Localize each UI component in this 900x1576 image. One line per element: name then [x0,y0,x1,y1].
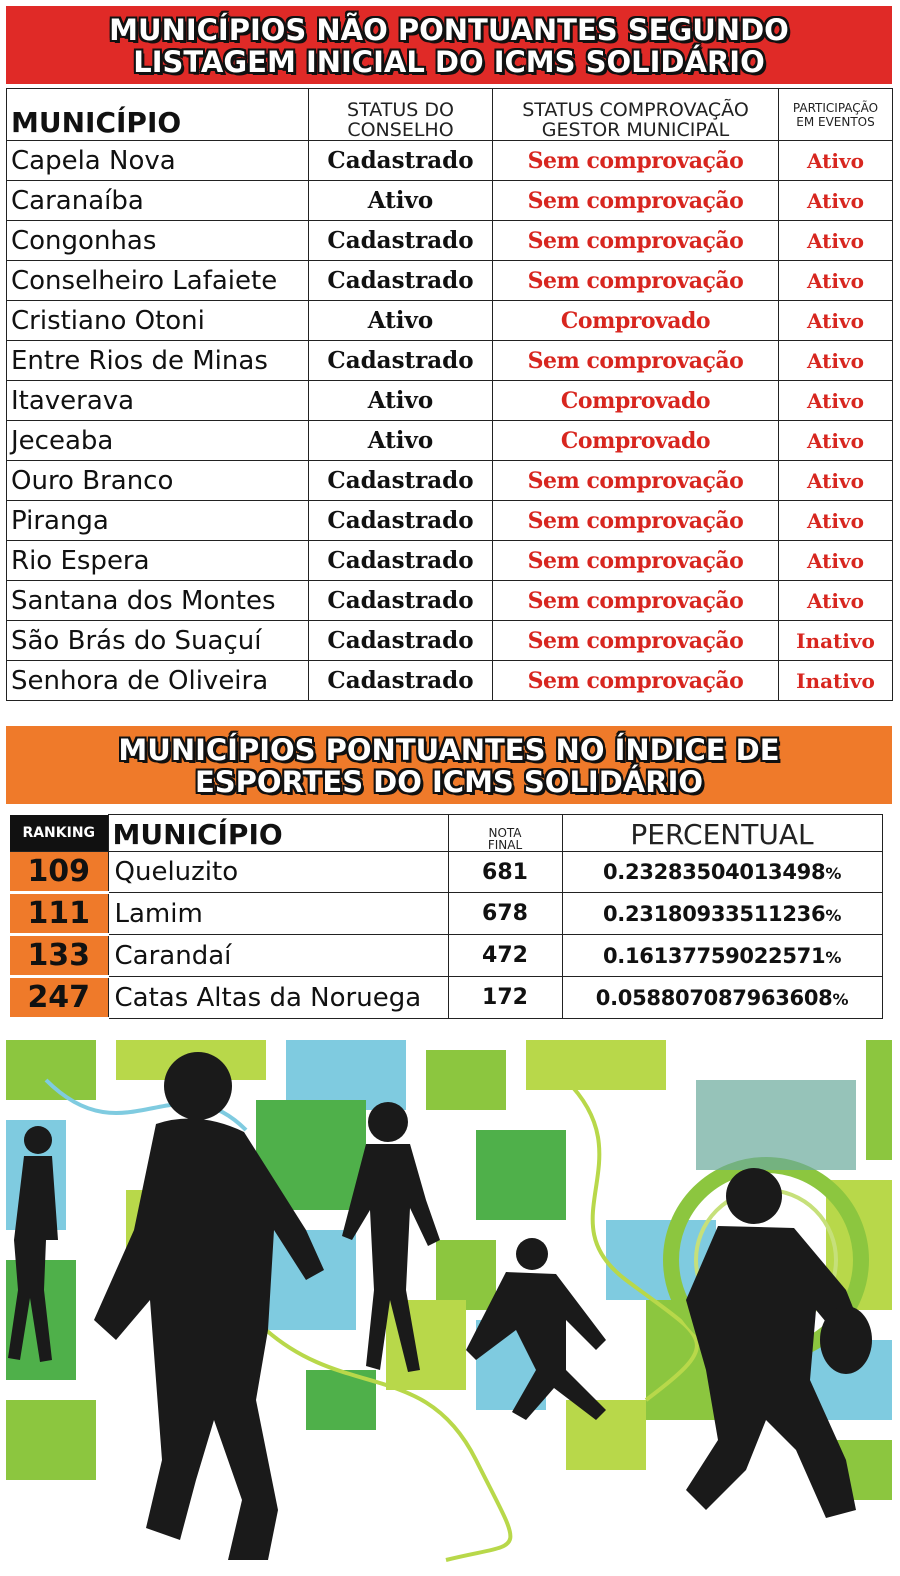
header-status-conselho-line1: STATUS DO [347,99,454,121]
cell-status-conselho: Ativo [309,381,493,421]
cell-status-conselho: Ativo [309,181,493,221]
table-row [7,541,893,581]
table-row [7,581,893,621]
cell-status-comprovacao: Sem comprovação [493,541,779,581]
header-ranking: RANKING [10,815,108,852]
table-row [10,935,882,977]
section2-title-line1: MUNICÍPIOS PONTUANTES NO ÍNDICE DE [118,733,780,767]
header-status-comprovacao [493,89,779,141]
cell-participacao: Ativo [779,421,893,461]
non-scoring-municipalities-table [6,88,893,701]
section1-title-line1: MUNICÍPIOS NÃO PONTUANTES SEGUNDO [109,13,789,47]
cell-status-conselho: Cadastrado [309,621,493,661]
cell-municipio: Cristiano Otoni [7,301,309,341]
cell-percentual [562,893,882,935]
table-body [7,141,893,701]
cell-percentual [562,977,882,1019]
percent-sign: % [825,947,842,967]
cell-municipio: Congonhas [7,221,309,261]
table-row [7,421,893,461]
percent-sign: % [825,864,842,883]
cell-status-comprovacao: Sem comprovação [493,621,779,661]
cell-municipio: São Brás do Suaçuí [7,621,309,661]
cell-nota-final: 472 [448,935,562,977]
cell-municipio: Lamim [108,893,448,935]
sports-silhouettes-illustration [6,1040,892,1568]
background-tile [866,1040,892,1160]
header-status-comprovacao-line2: GESTOR MUNICIPAL [541,119,730,141]
cell-municipio: Rio Espera [7,541,309,581]
cell-participacao: Ativo [779,581,893,621]
cell-ranking: 109 [10,852,108,893]
cell-percentual [562,935,882,977]
poster-card [696,1080,856,1170]
cell-status-comprovacao: Sem comprovação [493,341,779,381]
cell-status-conselho: Cadastrado [309,501,493,541]
racket-icon [820,1306,872,1374]
table-row [7,501,893,541]
cell-status-comprovacao: Sem comprovação [493,261,779,301]
header-nota-line2: FINAL [487,838,523,852]
cell-municipio: Queluzito [108,852,448,893]
header-status-conselho [309,89,493,141]
cell-status-conselho: Cadastrado [309,221,493,261]
header-municipio: MUNICÍPIO [108,815,448,852]
section2-title-banner [6,726,892,804]
background-tile [566,1400,646,1470]
cell-ranking: 133 [10,935,108,977]
table-row [7,381,893,421]
table-row [7,461,893,501]
background-tile [436,1240,496,1310]
table-body [10,852,882,1019]
cell-municipio: Caranaíba [7,181,309,221]
percentual-value: 0.23283504013498 [602,860,826,884]
cell-percentual [562,852,882,893]
cell-participacao: Ativo [779,181,893,221]
background-tile [476,1130,566,1220]
cell-participacao: Ativo [779,461,893,501]
cell-status-comprovacao: Sem comprovação [493,221,779,261]
cell-status-conselho: Cadastrado [309,261,493,301]
header-participacao-line1: PARTICIPAÇÃO [792,100,879,115]
sports-illustration-svg [6,1040,892,1568]
header-nota-final [448,815,562,852]
cell-municipio: Carandaí [108,935,448,977]
table-row [10,852,882,893]
table-row [10,977,882,1019]
percentual-value: 0.23180933511236 [602,901,826,926]
cell-participacao: Inativo [779,621,893,661]
percent-sign: % [832,989,849,1009]
cell-municipio: Santana dos Montes [7,581,309,621]
cell-status-conselho: Cadastrado [309,461,493,501]
table-row [7,301,893,341]
cell-participacao: Inativo [779,661,893,701]
cell-participacao: Ativo [779,541,893,581]
cell-status-conselho: Cadastrado [309,661,493,701]
background-tile [286,1040,406,1110]
cell-municipio: Catas Altas da Noruega [108,977,448,1019]
background-tile [6,1040,96,1100]
background-tile [526,1040,666,1090]
percentual-value: 0.058807087963608 [595,985,833,1010]
cell-status-comprovacao: Sem comprovação [493,461,779,501]
cell-municipio: Capela Nova [7,141,309,181]
cell-status-comprovacao: Sem comprovação [493,141,779,181]
header-participacao [779,89,893,141]
cell-status-comprovacao: Sem comprovação [493,181,779,221]
cell-status-comprovacao: Sem comprovação [493,581,779,621]
cell-participacao: Ativo [779,501,893,541]
cell-municipio: Conselheiro Lafaiete [7,261,309,301]
cell-municipio: Itaverava [7,381,309,421]
cell-status-comprovacao: Comprovado [493,381,779,421]
table-row [7,261,893,301]
cell-status-comprovacao: Comprovado [493,301,779,341]
cell-status-conselho: Cadastrado [309,341,493,381]
table-row [7,221,893,261]
cell-status-comprovacao: Comprovado [493,421,779,461]
cell-municipio: Piranga [7,501,309,541]
table-header-row [10,815,882,852]
table-row [10,893,882,935]
header-status-comprovacao-line1: STATUS COMPROVAÇÃO [522,99,749,121]
cell-participacao: Ativo [779,261,893,301]
section1-title-line2: LISTAGEM INICIAL DO ICMS SOLIDÁRIO [133,45,765,79]
table-row [7,141,893,181]
cell-ranking: 247 [10,977,108,1019]
cell-nota-final: 172 [448,977,562,1019]
cell-municipio: Senhora de Oliveira [7,661,309,701]
table-row [7,661,893,701]
cell-municipio: Entre Rios de Minas [7,341,309,381]
cell-participacao: Ativo [779,381,893,421]
table-row [7,341,893,381]
percentual-value: 0.16137759022571 [602,943,826,968]
cell-nota-final: 681 [448,852,562,893]
header-status-conselho-line2: CONSELHO [347,119,454,141]
header-participacao-line2: EM EVENTOS [796,114,875,129]
cell-participacao: Ativo [779,221,893,261]
cell-status-comprovacao: Sem comprovação [493,661,779,701]
cell-participacao: Ativo [779,141,893,181]
cell-status-comprovacao: Sem comprovação [493,501,779,541]
cell-municipio: Jeceaba [7,421,309,461]
table-row [7,621,893,661]
section1-title-banner [6,6,892,84]
cell-participacao: Ativo [779,341,893,381]
cell-nota-final: 678 [448,893,562,935]
background-tile [6,1400,96,1480]
cell-status-conselho: Ativo [309,301,493,341]
scoring-municipalities-table [10,814,883,1020]
background-tile [426,1050,506,1110]
section2-title-line2: ESPORTES DO ICMS SOLIDÁRIO [194,765,704,799]
percent-sign: % [825,905,842,925]
cell-municipio: Ouro Branco [7,461,309,501]
header-percentual: PERCENTUAL [562,815,882,852]
cell-participacao: Ativo [779,301,893,341]
table-row [7,181,893,221]
cell-status-conselho: Cadastrado [309,541,493,581]
cell-ranking: 111 [10,893,108,935]
cell-status-conselho: Cadastrado [309,581,493,621]
header-nota-line1: NOTA [488,826,522,840]
cell-status-conselho: Ativo [309,421,493,461]
cell-status-conselho: Cadastrado [309,141,493,181]
table-header-row [7,89,893,141]
header-municipio: MUNICÍPIO [7,89,309,141]
